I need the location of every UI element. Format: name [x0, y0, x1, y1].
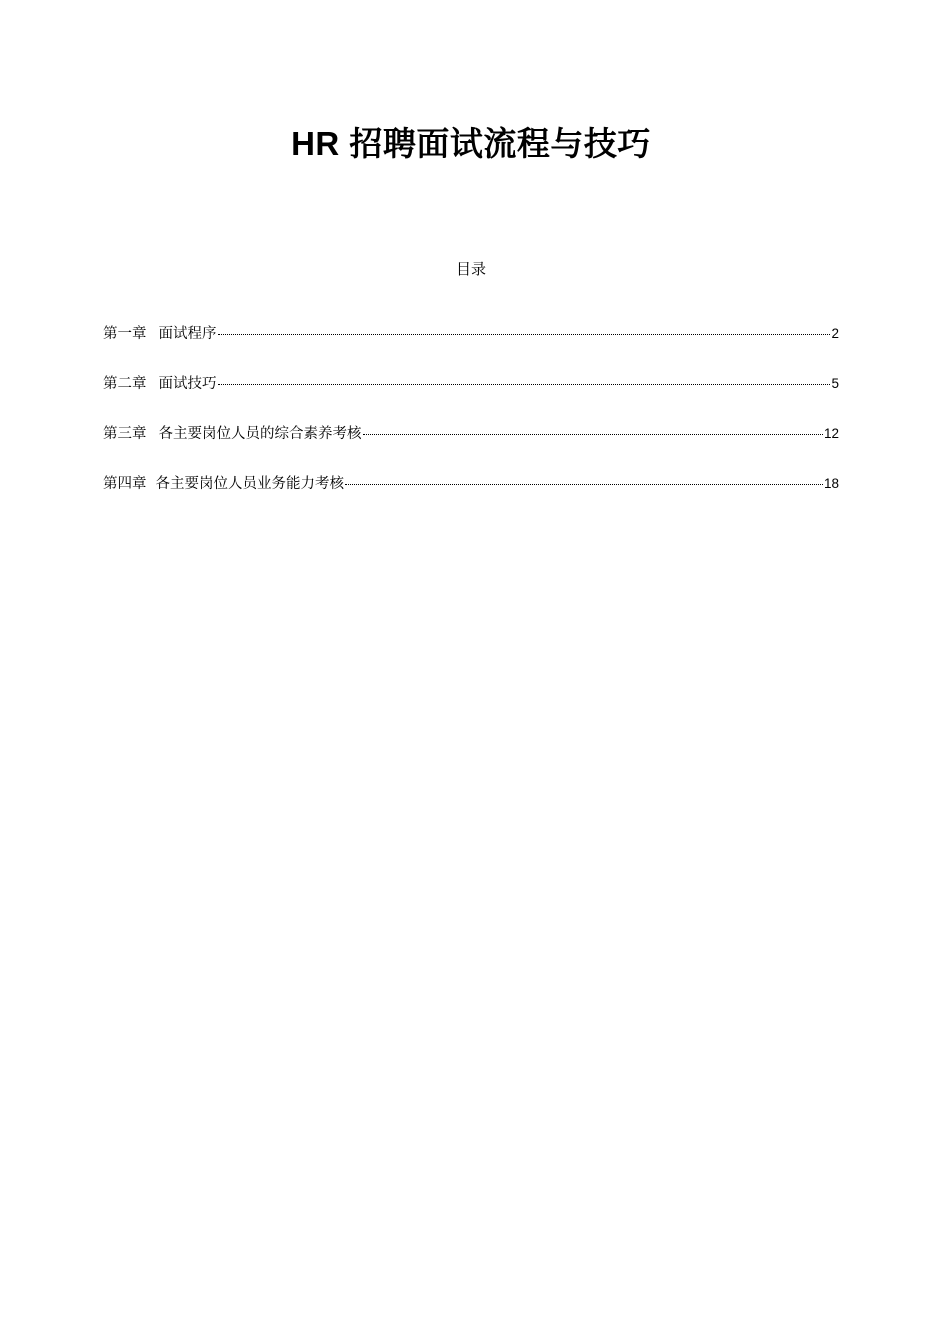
toc-entry[interactable] — [103, 422, 839, 472]
toc-entry[interactable] — [103, 372, 839, 422]
toc-page-number: 12 — [823, 426, 839, 441]
toc-dot-leader — [363, 433, 823, 435]
toc-page-number: 18 — [823, 476, 839, 491]
toc-chapter-number: 第三章 — [103, 426, 147, 442]
toc-dot-leader — [218, 383, 831, 385]
toc-dot-leader — [218, 333, 831, 335]
toc-chapter-number: 第四章 — [103, 476, 147, 492]
toc-chapter-number: 第一章 — [103, 326, 147, 342]
toc-chapter-title: 面试技巧 — [158, 376, 217, 392]
toc-page-number: 2 — [831, 326, 839, 341]
toc-page-number: 5 — [831, 376, 839, 391]
toc-chapter-title: 各主要岗位人员的综合素养考核 — [158, 426, 362, 442]
document-title: HR 招聘面试流程与技巧 — [291, 125, 651, 163]
toc-chapter-number: 第二章 — [103, 376, 147, 392]
toc-dot-leader — [345, 483, 823, 485]
toc-entry[interactable] — [103, 472, 839, 522]
toc-entry[interactable] — [103, 322, 839, 372]
toc-chapter-title: 面试程序 — [158, 326, 217, 342]
toc-heading: 目录 — [455, 262, 486, 278]
table-of-contents — [103, 322, 839, 522]
toc-chapter-title: 各主要岗位人员业务能力考核 — [155, 476, 344, 492]
